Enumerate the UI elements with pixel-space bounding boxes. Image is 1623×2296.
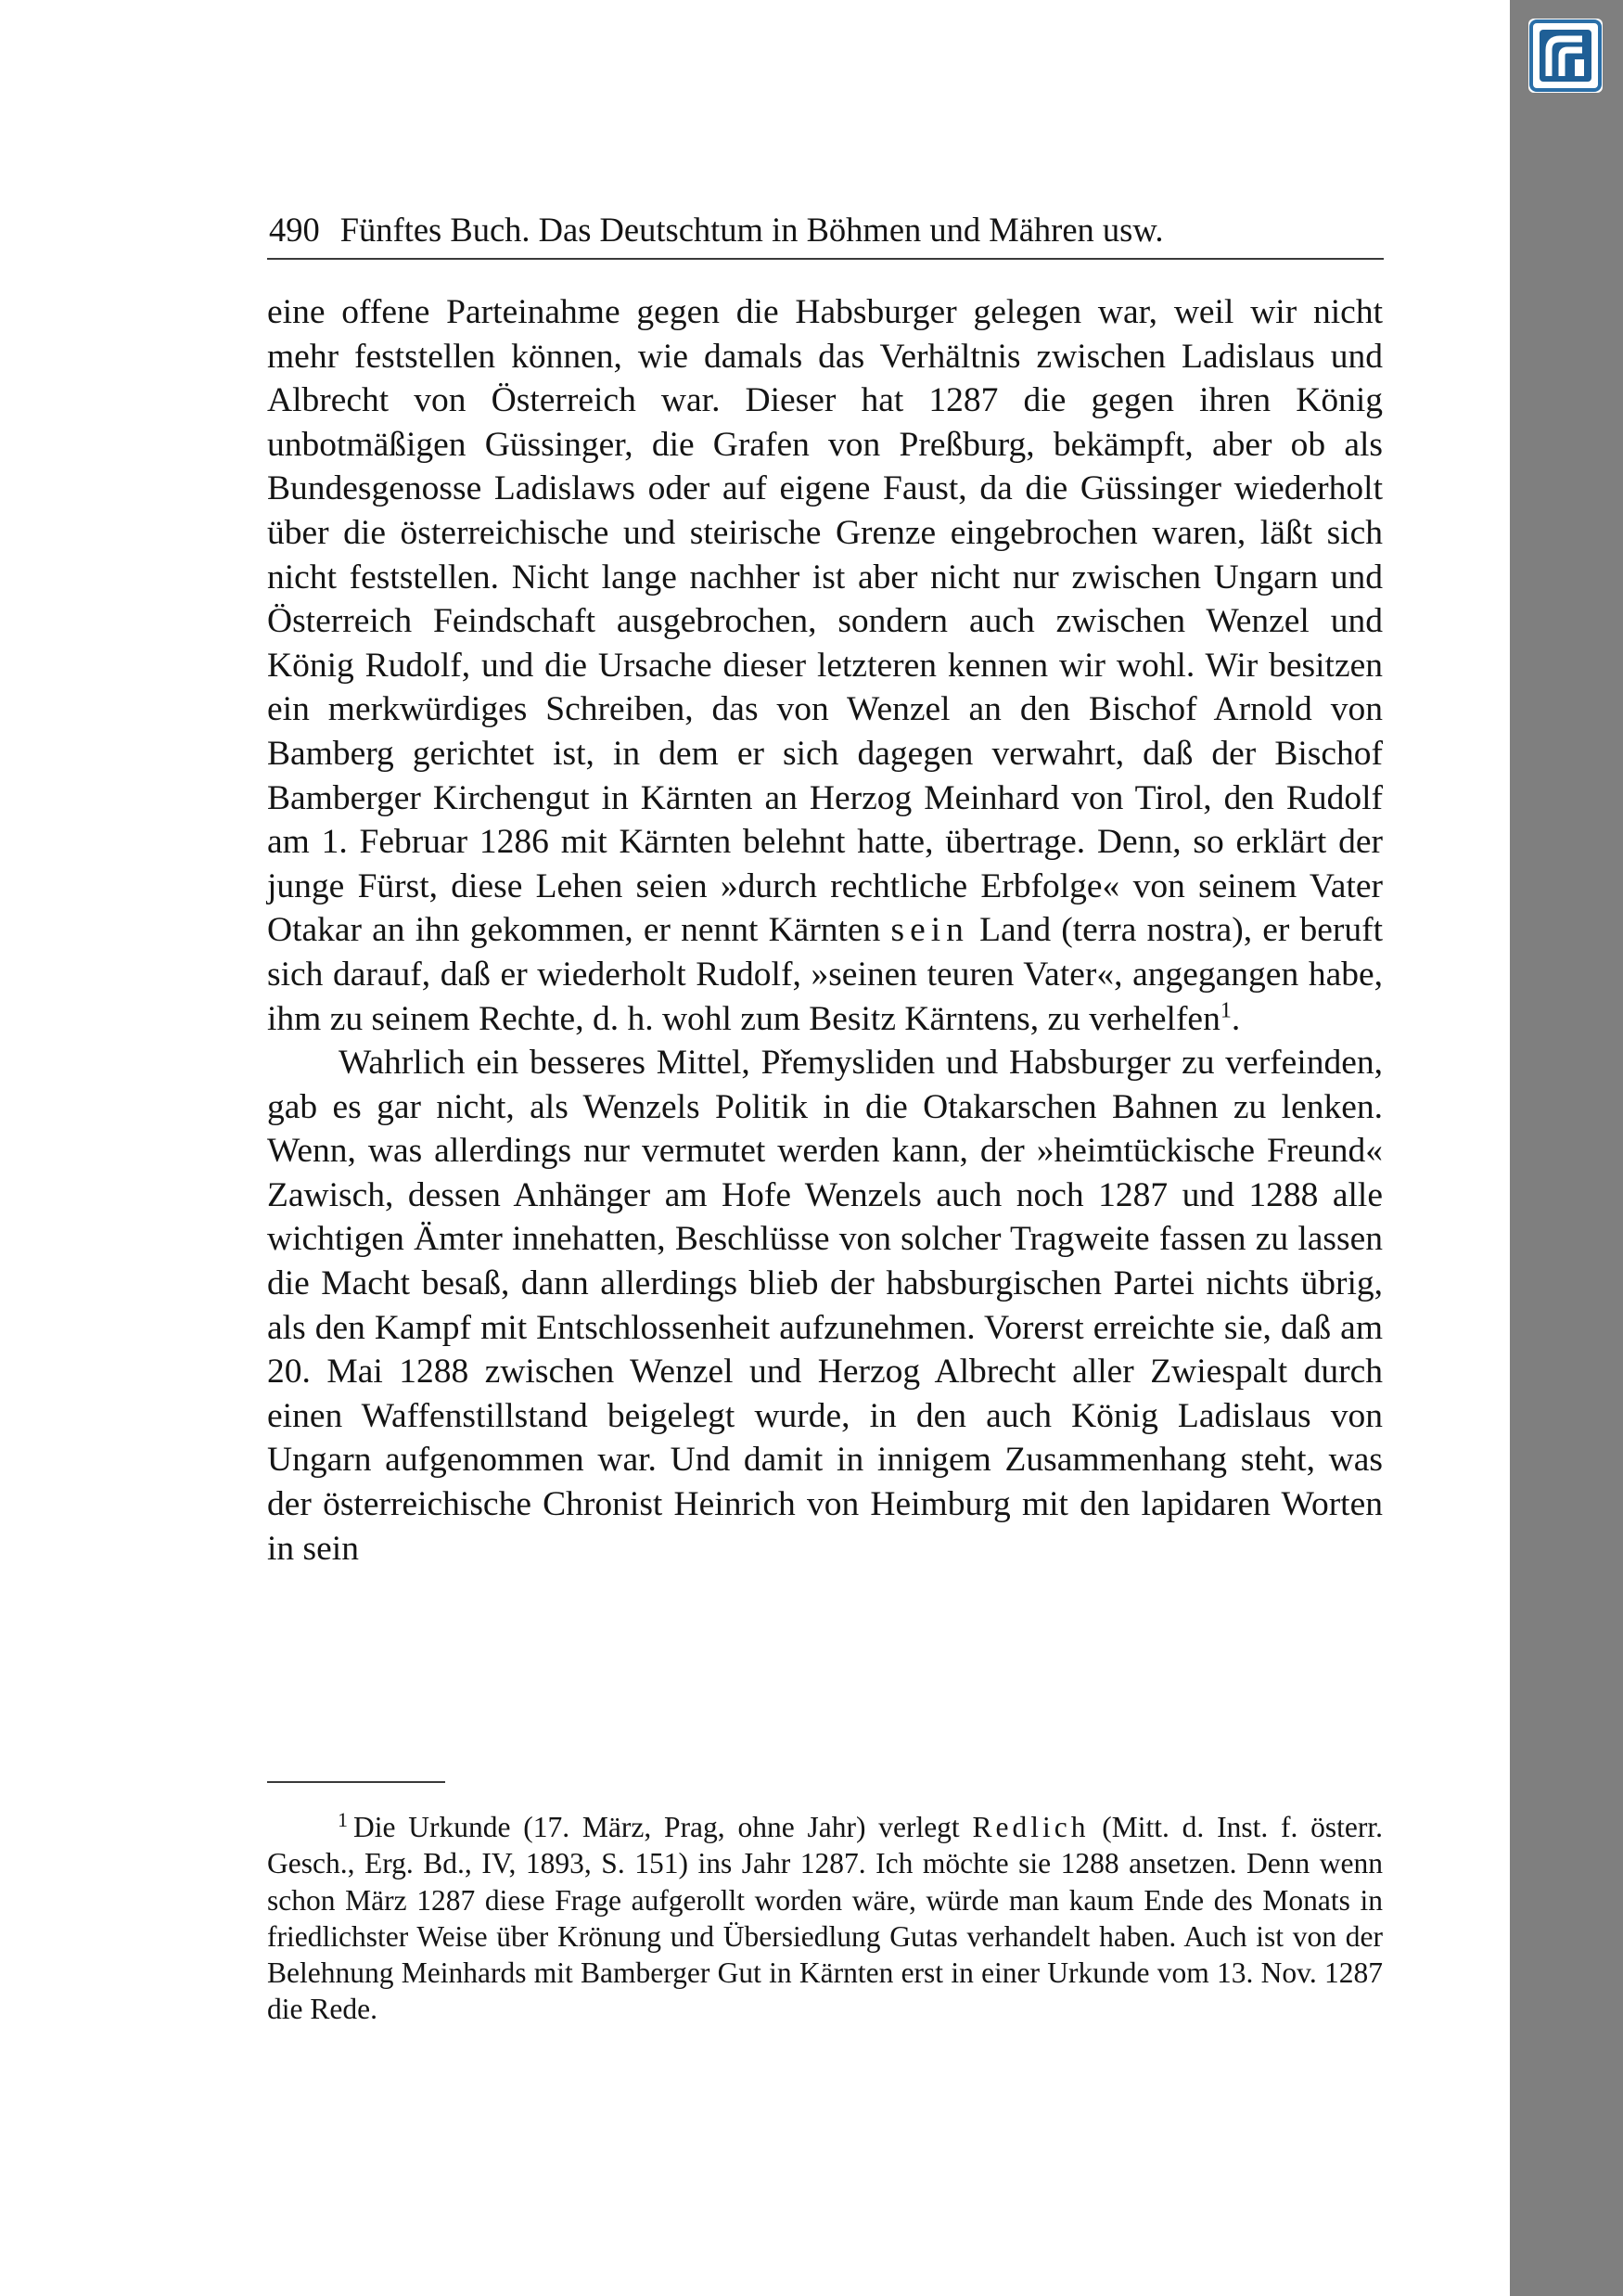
udc-logo-icon — [1528, 19, 1603, 93]
running-head — [269, 208, 1382, 252]
watermark-line-1: Créé par la version démo de Universal Document Converter. La version complète n'ajoute pas ce texte. — [1481, 109, 1513, 1504]
header-rule — [267, 258, 1384, 260]
running-title: Fünftes Buch. Das Deutschtum in Böhmen und Mähren usw. — [339, 211, 1164, 249]
footnote-text-b: (Mitt. d. Inst. f. österr. Gesch., Erg. Bd., IV, 1893, S. 151) ins Jahr 1287. Ich möchte sie 1288 ansetzen. Denn wenn schon März 1287 diese Frage aufgerollt worden wäre, würde man kaum Ende des Monats in friedlichster Weise über Krönung und Übersiedlung Gutas verhandelt haben. Auch ist von der Belehnung Meinhards mit Bamberger Gut in Kärnten erst in einer Urkunde vom 13. Nov. 1287 die Rede. — [267, 1811, 1384, 2026]
footnotes — [267, 1809, 1383, 2028]
paragraph-1-text-a: eine offene Parteinahme gegen die Habsburger gelegen war, weil wir nicht mehr feststellen können, wie damals das Verhältnis zwischen Ladislaus und Albrecht von Österreich war. Dieser hat 1287 die gegen ihren König unbotmäßigen Güssinger, die Grafen von Preßburg, bekämpft, aber ob als Bundesgenosse Ladislaws oder auf eigene Faust, da die Güssinger wiederholt über die österreichische und steirische Grenze eingebrochen waren, läßt sich nicht feststellen. Nicht lange nachher ist aber nicht nur zwischen Ungarn und Österreich Feindschaft ausgebrochen, sondern auch zwischen Wenzel und König Rudolf, und die Ursache dieser letzteren kennen wir wohl. Wir besitzen ein merkwürdiges Schreiben, das von Wenzel an den Bischof Arnold von Bamberg gerichtet ist, in dem er sich dagegen verwahrt, daß der Bischof Bamberger Kirchengut in Kärnten an Herzog Meinhard von Tirol, den Rudolf am 1. Februar 1286 mit Kärnten belehnt hatte, übertrage. Denn, so erklärt der junge Fürst, diese Lehen seien »durch rechtliche Erbfolge« von seinem Vater Otakar an ihn gekommen, er nennt Kärnten — [267, 293, 1383, 950]
paragraph-2: Wahrlich ein besseres Mittel, Přemysliden und Habsburger zu verfeinden, gab es gar nicht, als Wenzels Politik in die Otakarschen Bahnen zu lenken. Wenn, was allerdings nur vermutet werden kann, der »heimtückische Freund« Zawisch, dessen Anhänger am Hofe Wenzels auch noch 1287 und 1288 alle wichtigen Ämter innehatten, Beschlüsse von solcher Tragweite fassen zu lassen die Macht besaß, dann allerdings blieb der habsburgischen Partei nichts übrig, als den Kampf mit Entschlossenheit aufzunehmen. Vorerst erreichte sie, daß am 20. Mai 1288 zwischen Wenzel und Herzog Albrecht aller Zwiespalt durch einen Waffenstillstand beigelegt wurde, in den auch König Ladislaus von Ungarn aufgenommen war. Und damit in innigem Zusammenhang steht, was der österreichische Chronist Heinrich von Heimburg mit den lapidaren Worten in sein — [267, 1044, 1383, 1568]
footnote-1 — [267, 1809, 1383, 2028]
footnote-mark: 1 — [338, 1807, 348, 1831]
paragraph-1-text-b: Land (terra nostra), er beruft sich darauf, daß er wiederholt Rudolf, »seinen teuren Vater«, angegangen habe, ihm zu seinem Rechte, d. h. wohl zum Besitz Kärntens, zu verhelfen — [267, 911, 1384, 1038]
watermark-line-2: FR.PRINT-DRIVER.COM — [1444, 109, 1476, 410]
footnote-text-a: Die Urkunde (17. März, Prag, ohne Jahr) verlegt — [353, 1811, 973, 1843]
emphasis-spaced: sein — [890, 911, 969, 950]
paragraph-1-end: . — [1231, 999, 1241, 1038]
footnote-rule — [267, 1781, 445, 1783]
main-text — [267, 290, 1383, 1571]
footnote-reference[interactable]: 1 — [1220, 998, 1232, 1022]
page-number: 490 — [269, 211, 320, 249]
paragraph-1 — [267, 290, 1383, 1041]
watermark-sidebar — [1510, 0, 1623, 2296]
watermark-text — [1441, 109, 1515, 1504]
footnote-spaced-name: Redlich — [972, 1811, 1090, 1843]
